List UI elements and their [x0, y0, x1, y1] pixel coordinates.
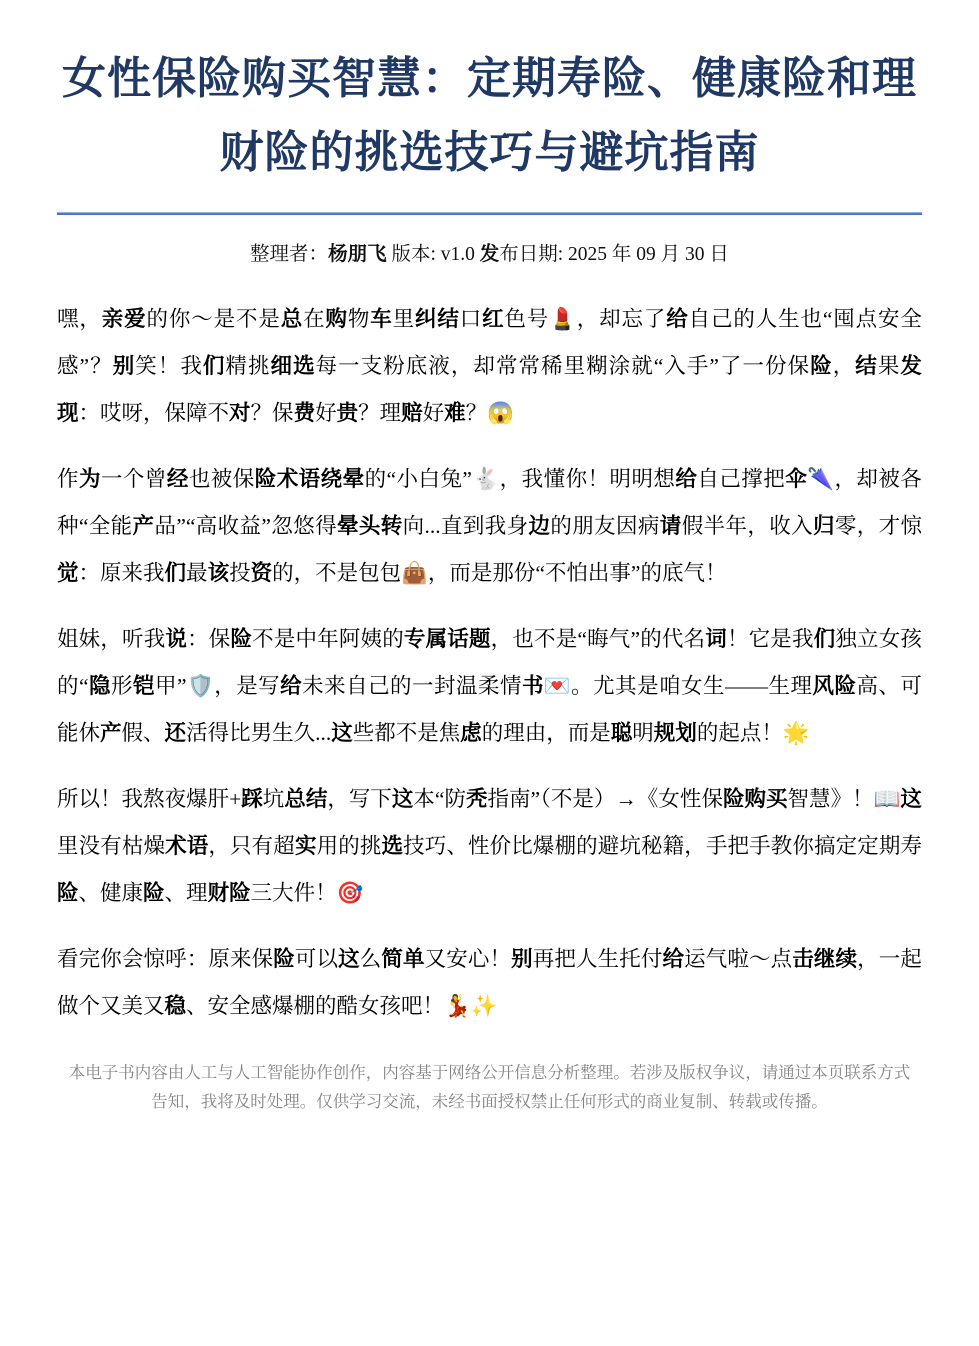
- footer-disclaimer: 本电子书内容由人工与人工智能协作创作，内容基于网络公开信息分析整理。若涉及版权争议，请通过本页联系方式告知，我将及时处理。仅供学习交流，未经书面授权禁止任何形式的商业复制、转载或传播。: [68, 1063, 911, 1111]
- page-title: 女性保险购买智慧：定期寿险、健康险和理财险的挑选技巧与避坑指南: [62, 54, 917, 177]
- meta-line: [57, 239, 922, 270]
- meta-curator-label: 整理者：: [250, 244, 329, 265]
- intro-paragraph-1: 嘿，亲爱的你～是不是总在购物车里纠结口红色号💄，却忘了给自己的人生也“囤点安全感”？别笑！我们精挑细选每一支粉底液，却常常稀里糊涂就“入手”了一份保险，结果发现：哎呀，保障不对？保费好贵？理赔好难？😱: [57, 307, 922, 425]
- title-rule: [57, 212, 922, 215]
- meta-version-date: 版本: v1.0 发布日期: 2025 年 09 月 30 日: [386, 243, 729, 265]
- intro-paragraph-3: 姐妹，听我说：保险不是中年阿姨的专属话题，也不是“晦气”的代名词！它是我们独立女孩的“隐形铠甲”🛡️，是写给未来自己的一封温柔情书💌。尤其是咱女生——生理风险高、可能休产假、还活得比男生久...这些都不是焦虑的理由，而是聪明规划的起点！🌟: [57, 627, 922, 745]
- intro-paragraph-2: 作为一个曾经也被保险术语绕晕的“小白兔”🐇，我懂你！明明想给自己撑把伞🌂，却被各种“全能产品”“高收益”忽悠得晕头转向...直到我身边的朋友因病请假半年，收入归零，才惊觉：原来我们最该投资的，不是包包👜，而是那份“不怕出事”的底气！: [57, 467, 922, 585]
- intro-paragraph-4: 所以！我熬夜爆肝+踩坑总结，写下这本“防秃指南”（不是）→《女性保险购买智慧》！📖这里没有枯燥术语，只有超实用的挑选技巧、性价比爆棚的避坑秘籍，手把手教你搞定定期寿险、健康险、理财险三大件！🎯: [57, 787, 922, 905]
- curator-name: 杨朋飞: [328, 243, 387, 265]
- intro-paragraph-5: 看完你会惊呼：原来保险可以这么简单又安心！别再把人生托付给运气啦～点击继续，一起做个又美又稳、安全感爆棚的酷女孩吧！💃✨: [57, 947, 922, 1018]
